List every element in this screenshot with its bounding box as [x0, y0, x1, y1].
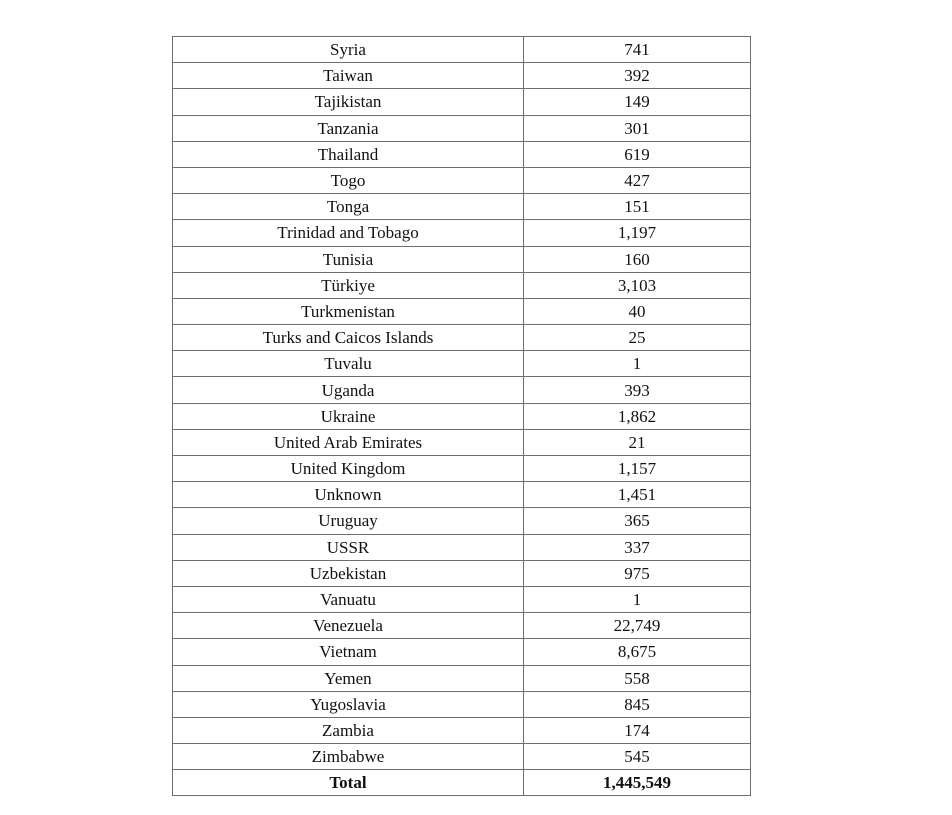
table-row [173, 508, 751, 534]
value-cell: 427 [524, 167, 751, 193]
table-row [173, 89, 751, 115]
table-row [173, 560, 751, 586]
value-cell: 365 [524, 508, 751, 534]
value-cell: 1 [524, 351, 751, 377]
country-cell: Yemen [173, 665, 524, 691]
value-cell: 174 [524, 717, 751, 743]
table-row [173, 534, 751, 560]
table-row [173, 691, 751, 717]
country-cell: Turkmenistan [173, 298, 524, 324]
table-row [173, 456, 751, 482]
country-cell: Yugoslavia [173, 691, 524, 717]
value-cell: 619 [524, 141, 751, 167]
table-row [173, 167, 751, 193]
total-row [173, 770, 751, 796]
country-cell: Uzbekistan [173, 560, 524, 586]
total-value: 1,445,549 [524, 770, 751, 796]
country-cell: Vanuatu [173, 586, 524, 612]
country-cell: Thailand [173, 141, 524, 167]
table-row [173, 63, 751, 89]
value-cell: 1,157 [524, 456, 751, 482]
table-row [173, 220, 751, 246]
value-cell: 301 [524, 115, 751, 141]
country-cell: Tonga [173, 194, 524, 220]
value-cell: 22,749 [524, 613, 751, 639]
country-cell: Tunisia [173, 246, 524, 272]
value-cell: 40 [524, 298, 751, 324]
country-cell: Syria [173, 37, 524, 63]
value-cell: 21 [524, 429, 751, 455]
country-cell: Togo [173, 167, 524, 193]
value-cell: 25 [524, 325, 751, 351]
value-cell: 558 [524, 665, 751, 691]
table-row [173, 429, 751, 455]
country-cell: Venezuela [173, 613, 524, 639]
country-cell: United Arab Emirates [173, 429, 524, 455]
value-cell: 1,862 [524, 403, 751, 429]
country-cell: Vietnam [173, 639, 524, 665]
country-cell: Trinidad and Tobago [173, 220, 524, 246]
country-cell: Tuvalu [173, 351, 524, 377]
country-cell: Türkiye [173, 272, 524, 298]
country-cell: Unknown [173, 482, 524, 508]
table-row [173, 482, 751, 508]
table-row [173, 115, 751, 141]
table-row [173, 586, 751, 612]
value-cell: 845 [524, 691, 751, 717]
value-cell: 392 [524, 63, 751, 89]
table-row [173, 272, 751, 298]
value-cell: 151 [524, 194, 751, 220]
country-cell: Taiwan [173, 63, 524, 89]
country-cell: Uruguay [173, 508, 524, 534]
value-cell: 975 [524, 560, 751, 586]
table-row [173, 141, 751, 167]
table-row [173, 717, 751, 743]
value-cell: 149 [524, 89, 751, 115]
value-cell: 160 [524, 246, 751, 272]
value-cell: 393 [524, 377, 751, 403]
value-cell: 741 [524, 37, 751, 63]
country-count-table [172, 36, 751, 796]
table-row [173, 298, 751, 324]
value-cell: 337 [524, 534, 751, 560]
table-row [173, 246, 751, 272]
country-cell: Uganda [173, 377, 524, 403]
table-row [173, 639, 751, 665]
value-cell: 8,675 [524, 639, 751, 665]
table-row [173, 194, 751, 220]
country-cell: Tanzania [173, 115, 524, 141]
country-cell: United Kingdom [173, 456, 524, 482]
table-row [173, 744, 751, 770]
value-cell: 1,451 [524, 482, 751, 508]
table-row [173, 613, 751, 639]
table-row [173, 325, 751, 351]
value-cell: 545 [524, 744, 751, 770]
value-cell: 3,103 [524, 272, 751, 298]
table-row [173, 403, 751, 429]
table-row [173, 665, 751, 691]
value-cell: 1,197 [524, 220, 751, 246]
country-cell: Tajikistan [173, 89, 524, 115]
table-body [173, 37, 751, 796]
table-row [173, 377, 751, 403]
value-cell: 1 [524, 586, 751, 612]
country-cell: Turks and Caicos Islands [173, 325, 524, 351]
country-cell: Ukraine [173, 403, 524, 429]
country-cell: USSR [173, 534, 524, 560]
country-cell: Zambia [173, 717, 524, 743]
country-cell: Zimbabwe [173, 744, 524, 770]
table-row [173, 37, 751, 63]
table-row [173, 351, 751, 377]
total-label: Total [173, 770, 524, 796]
